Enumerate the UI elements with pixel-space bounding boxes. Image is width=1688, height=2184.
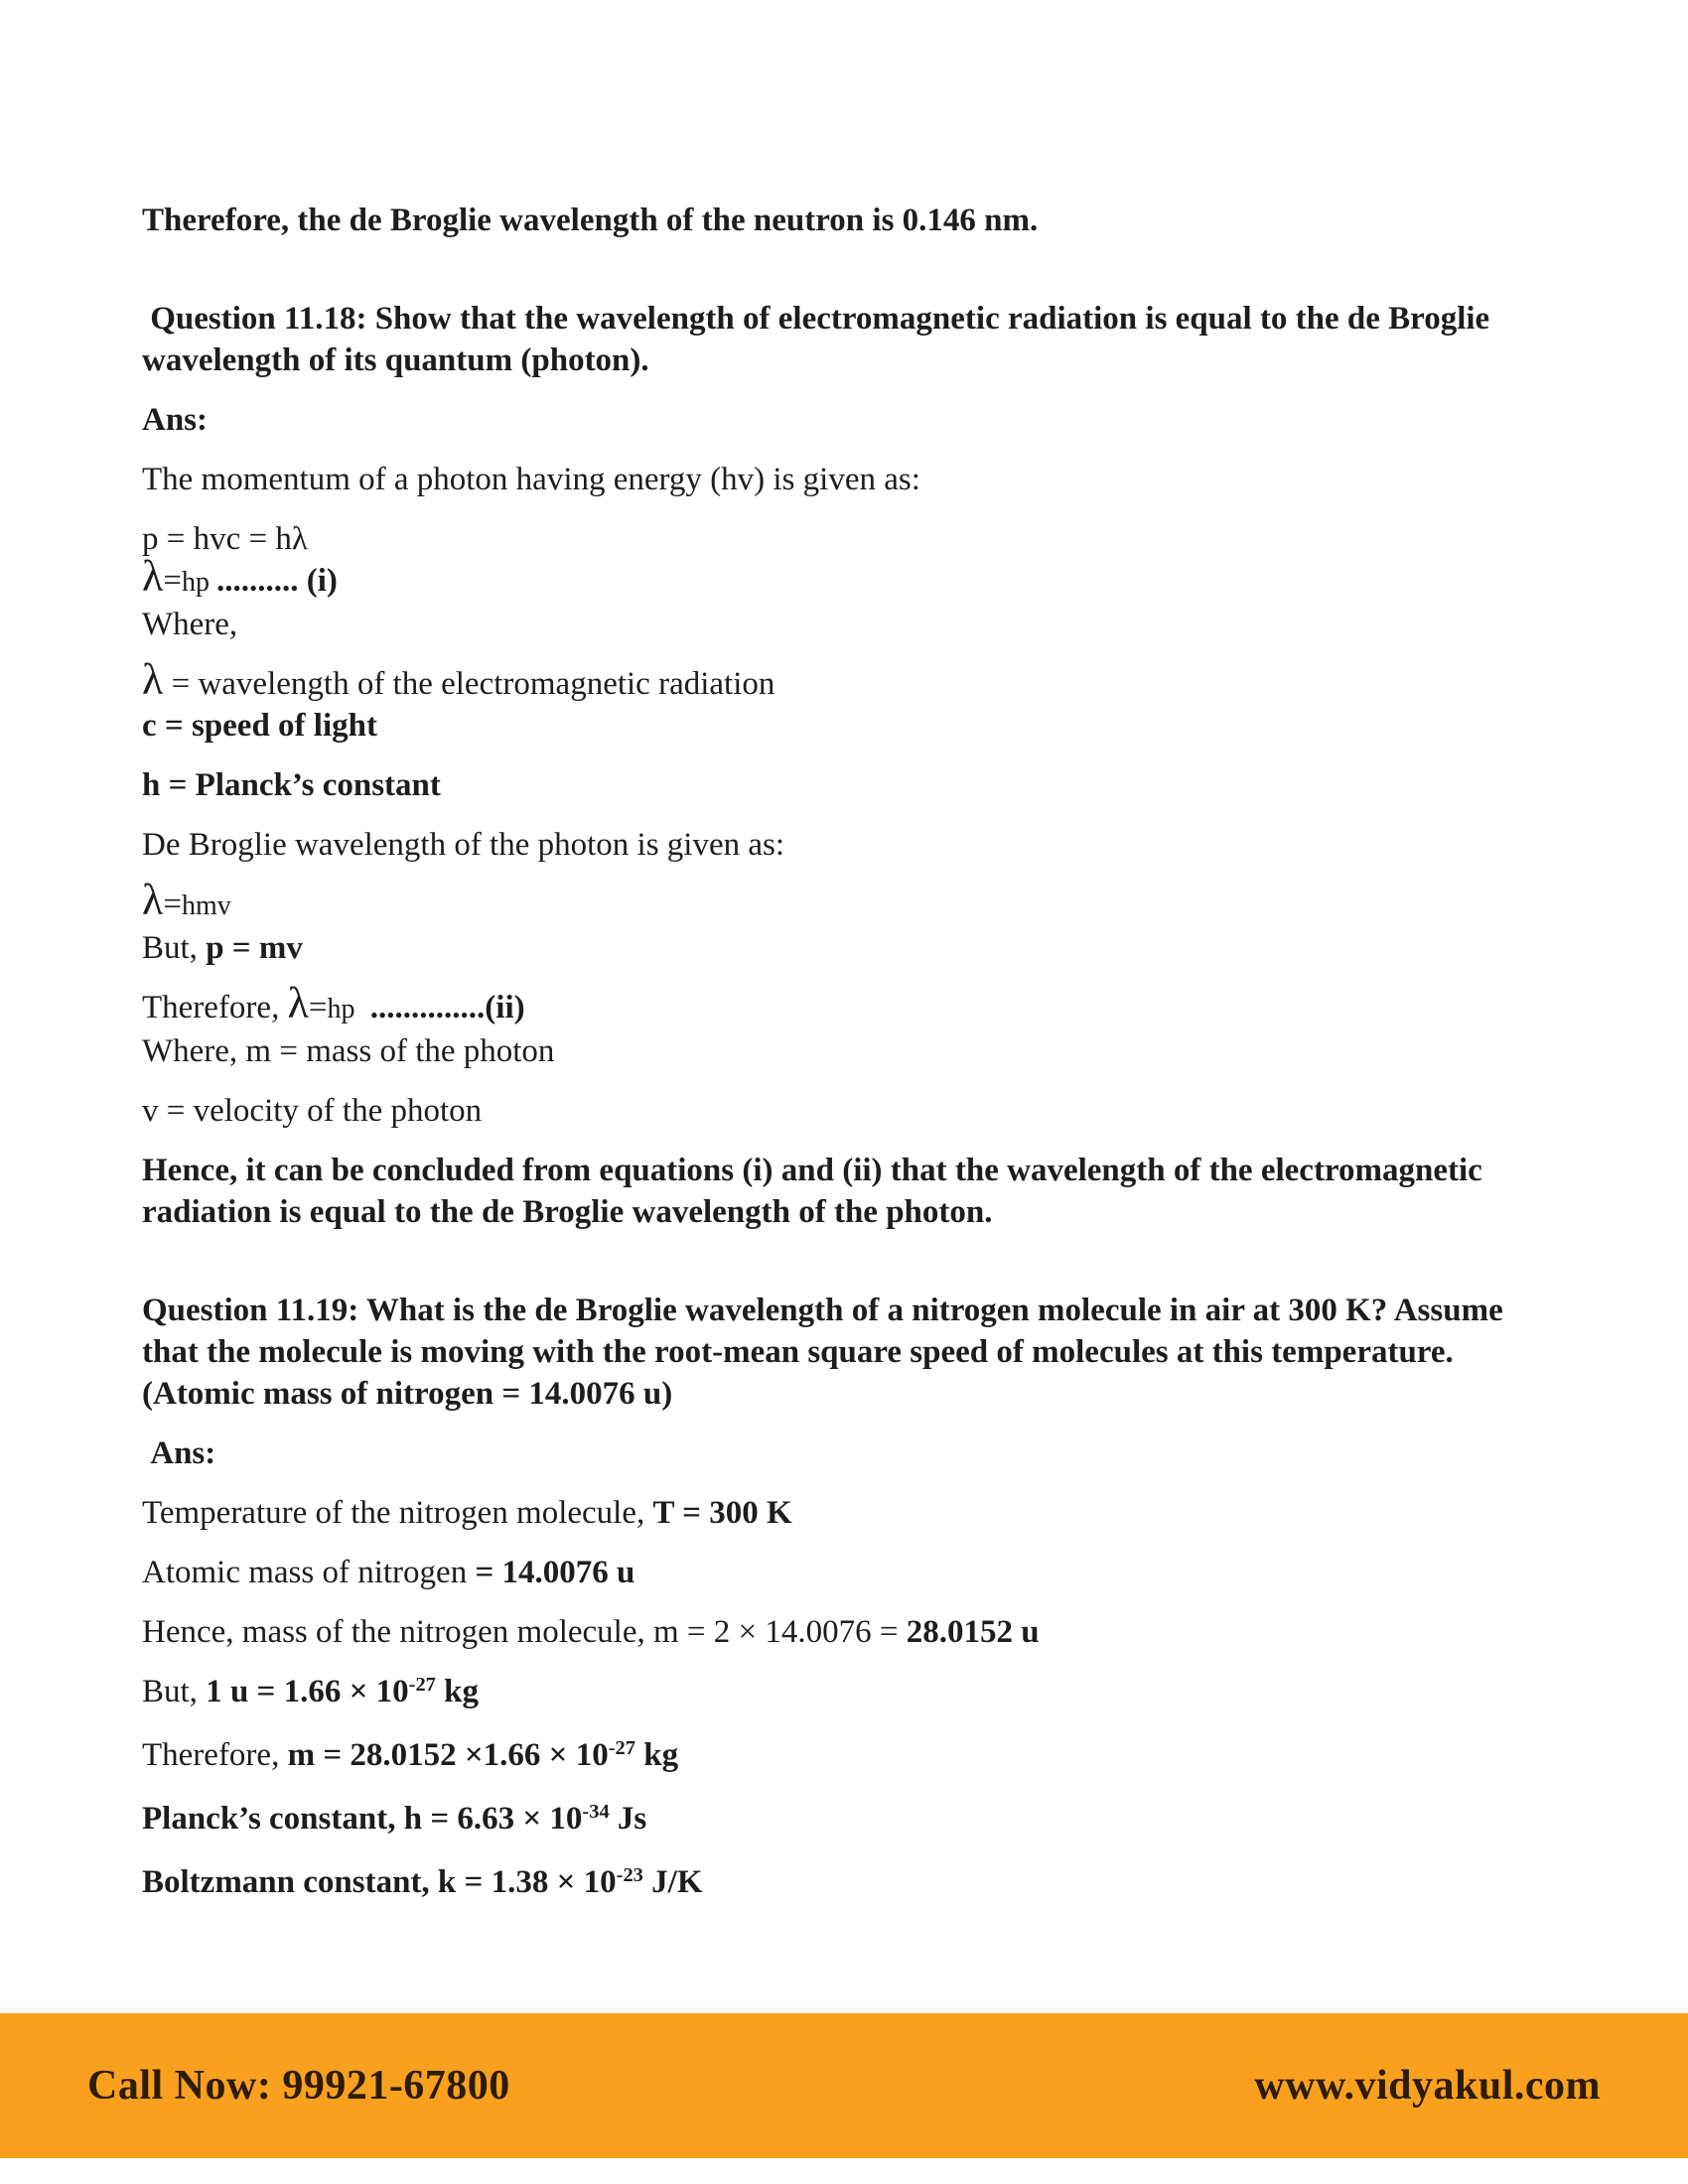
- text-line: [142, 824, 1556, 866]
- footer-bar: [0, 2013, 1688, 2158]
- text-line: [142, 200, 1556, 241]
- text-run: λ: [142, 552, 164, 601]
- paragraph: [142, 655, 1556, 747]
- text-run: .......... (i): [215, 563, 338, 599]
- text-run: Atomic mass of nitrogen: [142, 1555, 476, 1590]
- text-run: kg: [634, 1737, 679, 1773]
- text-line: [142, 979, 1556, 1030]
- text-run: 28.0152 u: [906, 1614, 1040, 1650]
- text-run: Hence, mass of the nitrogen molecule, m = 2 × 14.0076 =: [142, 1614, 907, 1650]
- text-line: [142, 655, 1556, 705]
- text-run: 1 u = 1.66 × 10: [206, 1674, 409, 1709]
- text-line: [142, 1734, 1556, 1780]
- text-run: =: [308, 990, 328, 1025]
- text-line: [142, 705, 1556, 747]
- text-line: [142, 399, 1556, 441]
- text-run: De Broglie wavelength of the photon is given as:: [142, 827, 785, 863]
- text-line: [142, 518, 1556, 560]
- text-line: [142, 1150, 1556, 1233]
- text-line: [142, 1861, 1556, 1907]
- text-run: Therefore,: [142, 1737, 288, 1773]
- paragraph: [142, 459, 1556, 500]
- paragraph: [142, 1611, 1556, 1653]
- text-line: [142, 459, 1556, 500]
- text-run: p = mv: [206, 930, 303, 966]
- text-run: h = Planck’s constant: [142, 767, 441, 803]
- text-line: [142, 1611, 1556, 1653]
- text-run: ..............(ii): [361, 990, 525, 1025]
- text-run: Therefore, the de Broglie wavelength of the neutron is 0.146 nm.: [142, 203, 1039, 238]
- text-run: =: [163, 563, 182, 599]
- text-run: -34: [582, 1800, 610, 1823]
- text-run: =: [163, 887, 182, 922]
- paragraph: [142, 1734, 1556, 1780]
- text-run: J/K: [642, 1864, 703, 1900]
- text-run: c = speed of light: [142, 708, 377, 744]
- text-run: hp: [181, 567, 216, 598]
- text-line: [142, 1492, 1556, 1534]
- paragraph: [142, 1798, 1556, 1843]
- text-line: [142, 298, 1556, 381]
- footer-phone: Call Now: 99921-67800: [87, 2063, 510, 2109]
- text-line: [142, 1290, 1556, 1415]
- text-run: m = 28.0152 ×1.66 × 10: [287, 1737, 609, 1773]
- document-body: [142, 200, 1556, 1925]
- text-line: [142, 1798, 1556, 1843]
- text-run: -23: [616, 1863, 643, 1886]
- text-run: hmv: [181, 890, 231, 921]
- text-line: [142, 1030, 1556, 1072]
- text-line: [142, 1433, 1556, 1474]
- text-run: The momentum of a photon having energy (hv) is given as:: [142, 462, 920, 497]
- text-run: Where, m = mass of the photon: [142, 1033, 555, 1069]
- paragraph: [142, 298, 1556, 381]
- footer-website: www.vidyakul.com: [1254, 2063, 1601, 2109]
- text-run: λ: [142, 876, 164, 924]
- paragraph: [142, 1492, 1556, 1534]
- paragraph: [142, 1671, 1556, 1716]
- paragraph: [142, 399, 1556, 441]
- paragraph: [142, 1433, 1556, 1474]
- text-line: [142, 604, 1556, 645]
- text-run: Js: [609, 1801, 647, 1837]
- text-run: Question 11.19: What is the de Broglie wavelength of a nitrogen molecule in air at 300 K? Assume that the molecule is moving with the root-mean square speed of molecules at this temperature. (Atomic mass of nitrogen = 14.0076 u): [142, 1293, 1511, 1412]
- paragraph: [142, 979, 1556, 1072]
- text-run: Temperature of the nitrogen molecule,: [142, 1495, 653, 1531]
- text-run: -27: [408, 1673, 436, 1696]
- text-line: [142, 1090, 1556, 1132]
- paragraph: [142, 876, 1556, 969]
- text-run: -27: [608, 1736, 635, 1759]
- text-line: [142, 552, 1556, 604]
- text-run: Ans:: [142, 402, 209, 438]
- paragraph: [142, 1150, 1556, 1233]
- text-run: kg: [435, 1674, 480, 1709]
- text-run: Planck’s constant, h = 6.63 × 10: [142, 1801, 583, 1837]
- text-run: Hence, it can be concluded from equations (i) and (ii) that the wavelength of the electromagnetic radiation is equal to the de Broglie wavelength of the photon.: [142, 1153, 1491, 1230]
- text-run: Boltzmann constant, k = 1.38 × 10: [142, 1864, 617, 1900]
- paragraph: [142, 1552, 1556, 1593]
- text-run: Therefore,: [142, 990, 288, 1025]
- text-run: λ: [142, 655, 164, 704]
- text-run: Where,: [142, 607, 238, 642]
- text-line: [142, 764, 1556, 806]
- paragraph: [142, 1861, 1556, 1907]
- text-run: v = velocity of the photon: [142, 1093, 483, 1129]
- text-run: = wavelength of the electromagnetic radiation: [163, 666, 775, 702]
- text-line: [142, 1671, 1556, 1716]
- text-run: Question 11.18: Show that the wavelength of electromagnetic radiation is equal to the de Broglie wavelength of its quantum (photon).: [142, 301, 1498, 378]
- paragraph: [142, 200, 1556, 241]
- text-line: [142, 927, 1556, 969]
- text-run: T = 300 K: [652, 1495, 792, 1531]
- text-run: λ: [287, 979, 309, 1027]
- text-run: But,: [142, 1674, 207, 1709]
- paragraph: [142, 1090, 1556, 1132]
- text-run: = 14.0076 u: [475, 1555, 635, 1590]
- paragraph: [142, 764, 1556, 806]
- text-line: [142, 876, 1556, 927]
- text-run: Ans:: [142, 1435, 216, 1471]
- paragraph: [142, 824, 1556, 866]
- text-run: hp: [327, 994, 362, 1024]
- text-run: p = hvc = hλ: [142, 521, 308, 557]
- paragraph: [142, 1290, 1556, 1415]
- text-line: [142, 1552, 1556, 1593]
- paragraph: [142, 518, 1556, 645]
- text-run: But,: [142, 930, 207, 966]
